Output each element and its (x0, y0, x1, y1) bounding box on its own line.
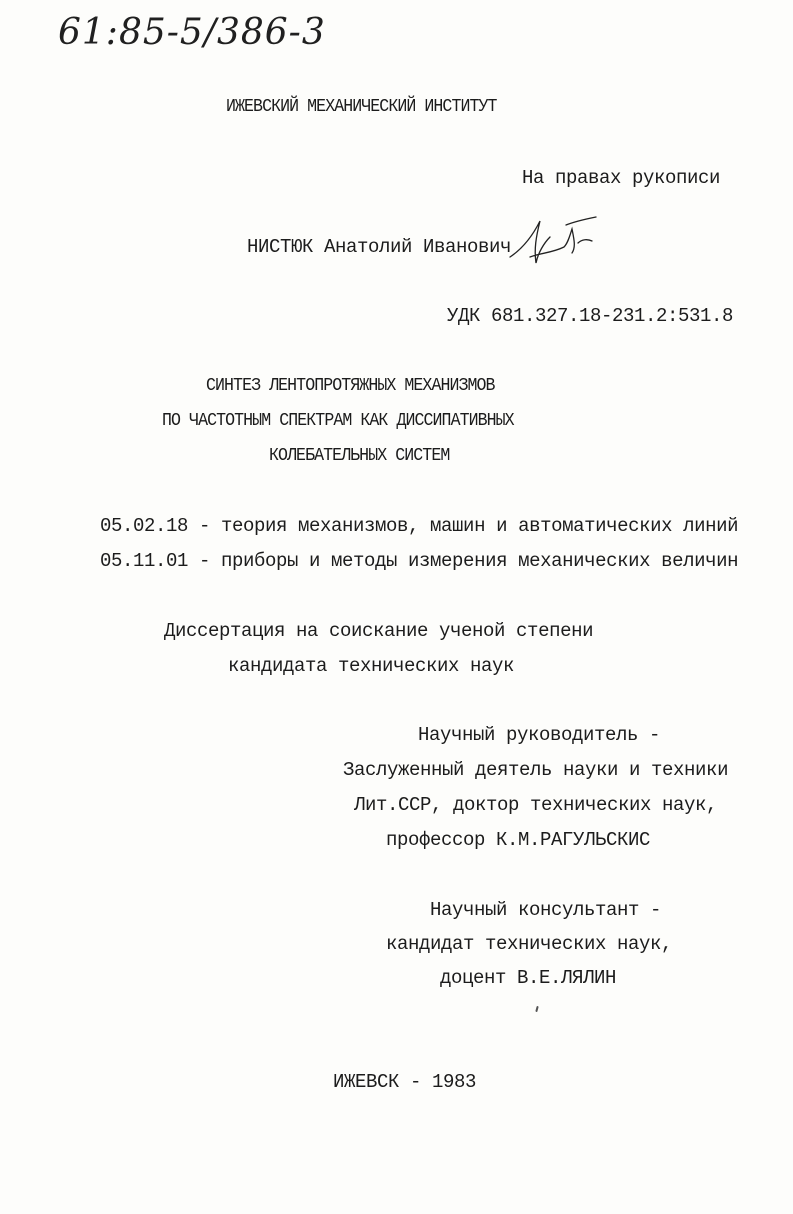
ink-speck (535, 1006, 538, 1012)
specialty-line-2: 05.11.01 - приборы и методы измерения механических величин (100, 550, 739, 572)
city-year: ИЖЕВСК - 1983 (333, 1071, 477, 1093)
consultant-line-1: Научный консультант - (430, 899, 662, 921)
consultant-line-2: кандидат технических наук, (386, 933, 673, 955)
manuscript-rights-note: На правах рукописи (522, 167, 721, 189)
author-name: НИСТЮК Анатолий Иванович (247, 236, 512, 258)
supervisor-line-1: Научный руководитель - (418, 724, 661, 746)
handwritten-archive-number: 61:85-5/386-3 (58, 12, 326, 53)
udc-code: УДК 681.327.18-231.2:531.8 (447, 305, 734, 327)
title-line-3: КОЛЕБАТЕЛЬНЫХ СИСТЕМ (269, 446, 450, 466)
specialty-line-1: 05.02.18 - теория механизмов, машин и автоматических линий (100, 515, 739, 537)
title-line-1: СИНТЕЗ ЛЕНТОПРОТЯЖНЫХ МЕХАНИЗМОВ (206, 376, 495, 396)
supervisor-line-3: Лит.ССР, доктор технических наук, (354, 794, 718, 816)
consultant-line-3: доцент В.Е.ЛЯЛИН (440, 967, 617, 989)
dissertation-line-2: кандидата технических наук (228, 655, 515, 677)
author-signature (506, 213, 598, 271)
supervisor-line-4: профессор К.М.РАГУЛЬСКИС (386, 829, 651, 851)
dissertation-line-1: Диссертация на соискание ученой степени (164, 620, 594, 642)
supervisor-line-2: Заслуженный деятель науки и техники (343, 759, 729, 781)
title-line-2: ПО ЧАСТОТНЫМ СПЕКТРАМ КАК ДИССИПАТИВНЫХ (162, 411, 514, 431)
institute-name: ИЖЕВСКИЙ МЕХАНИЧЕСКИЙ ИНСТИТУТ (226, 97, 497, 117)
